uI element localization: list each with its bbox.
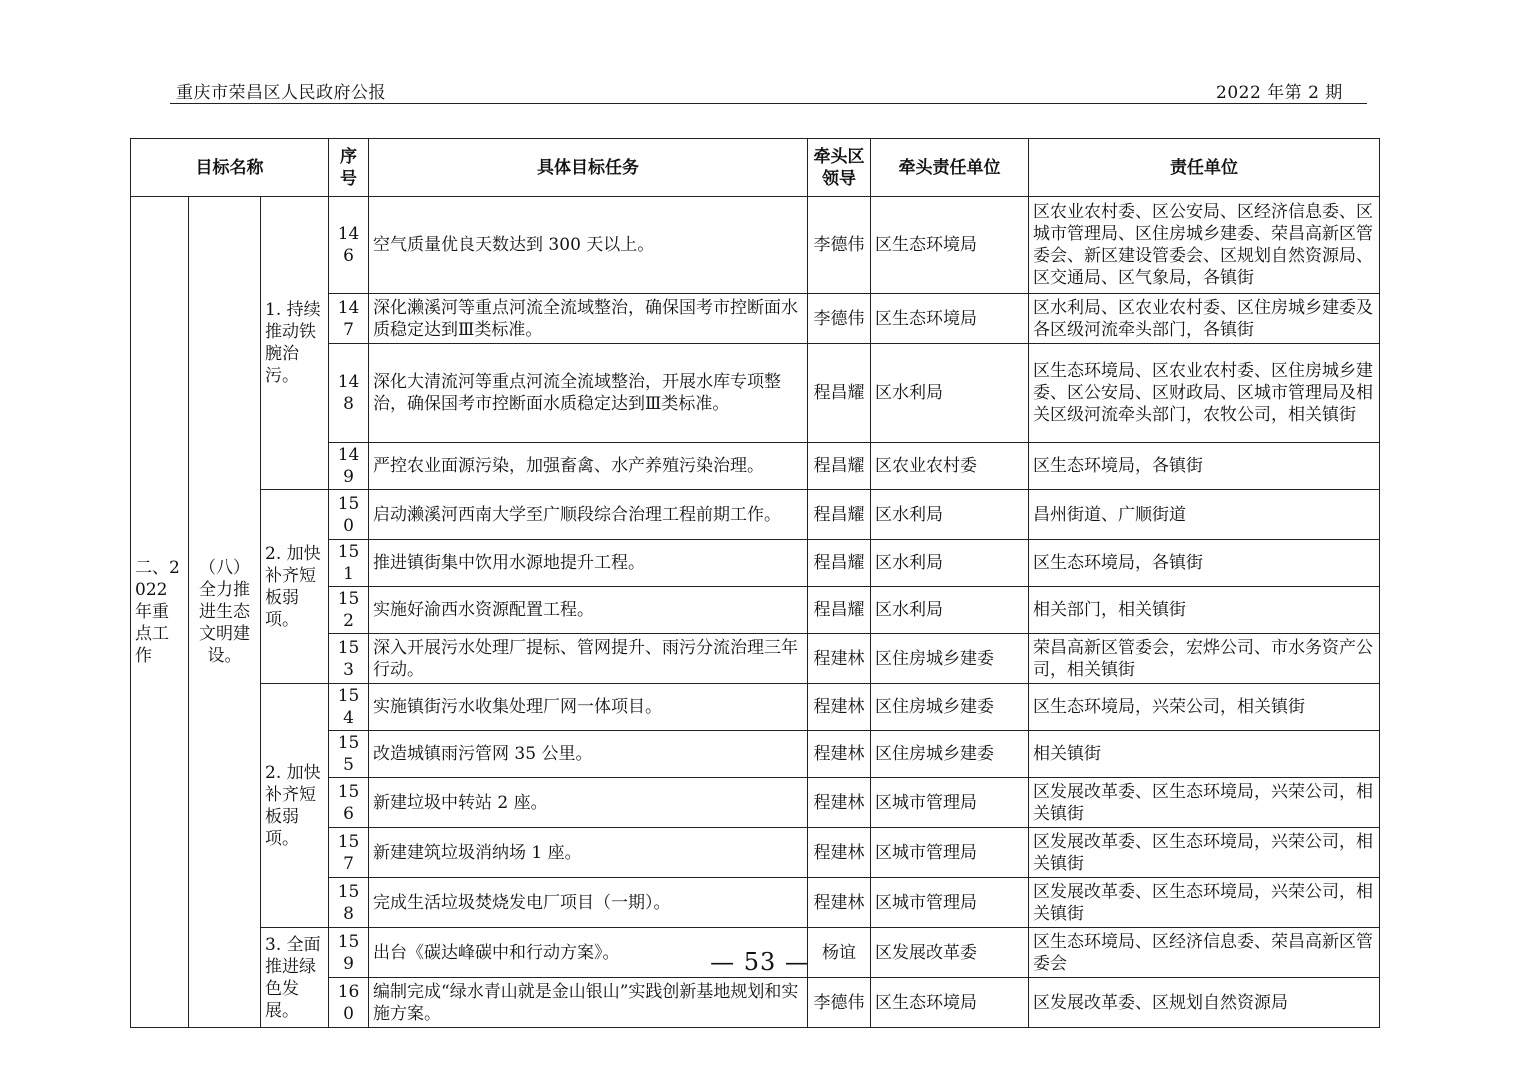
header-lead-unit: 牵头责任单位 bbox=[871, 139, 1029, 197]
leader-cell: 程昌耀 bbox=[808, 587, 871, 634]
leader-cell: 杨谊 bbox=[808, 928, 871, 978]
leader-cell: 程建林 bbox=[808, 828, 871, 878]
resp-unit-cell: 相关镇街 bbox=[1029, 731, 1380, 778]
header-seq: 序号 bbox=[329, 139, 369, 197]
group-cell-1: 1. 持续推动铁腕治污。 bbox=[261, 197, 329, 490]
task-cell: 启动濑溪河西南大学至广顺段综合治理工程前期工作。 bbox=[369, 490, 808, 540]
seq-cell: 152 bbox=[329, 587, 369, 634]
target-task-table bbox=[130, 138, 1380, 1028]
resp-unit-cell: 区发展改革委、区生态环境局，兴荣公司，相关镇街 bbox=[1029, 878, 1380, 928]
task-cell: 出台《碳达峰碳中和行动方案》。 bbox=[369, 928, 808, 978]
leader-cell: 李德伟 bbox=[808, 978, 871, 1028]
leader-cell: 程建林 bbox=[808, 634, 871, 684]
task-cell: 深化大清流河等重点河流全流域整治，开展水库专项整治，确保国考市控断面水质稳定达到Ⅲ类标准。 bbox=[369, 344, 808, 443]
header-leader: 牵头区领导 bbox=[808, 139, 871, 197]
resp-unit-cell: 区生态环境局、区农业农村委、区住房城乡建委、区公安局、区财政局、区城市管理局及相关区级河流牵头部门，农牧公司，相关镇街 bbox=[1029, 344, 1380, 443]
publication-title: 重庆市荣昌区人民政府公报 bbox=[176, 83, 386, 103]
seq-cell: 157 bbox=[329, 828, 369, 878]
lead-unit-cell: 区生态环境局 bbox=[871, 294, 1029, 344]
task-cell: 严控农业面源污染，加强畜禽、水产养殖污染治理。 bbox=[369, 443, 808, 490]
resp-unit-cell: 昌州街道、广顺街道 bbox=[1029, 490, 1380, 540]
level2-cell: （八）全力推进生态文明建设。 bbox=[189, 197, 261, 1028]
task-cell: 实施好渝西水资源配置工程。 bbox=[369, 587, 808, 634]
lead-unit-cell: 区水利局 bbox=[871, 344, 1029, 443]
leader-cell: 程昌耀 bbox=[808, 490, 871, 540]
seq-cell: 151 bbox=[329, 540, 369, 587]
lead-unit-cell: 区住房城乡建委 bbox=[871, 731, 1029, 778]
resp-unit-cell: 区发展改革委、区生态环境局，兴荣公司，相关镇街 bbox=[1029, 778, 1380, 828]
resp-unit-cell: 区生态环境局，兴荣公司，相关镇街 bbox=[1029, 684, 1380, 731]
resp-unit-cell: 区生态环境局，各镇街 bbox=[1029, 540, 1380, 587]
task-cell: 推进镇街集中饮用水源地提升工程。 bbox=[369, 540, 808, 587]
page-number: — 53 — bbox=[710, 948, 810, 976]
header-target-name: 目标名称 bbox=[131, 139, 329, 197]
task-cell: 改造城镇雨污管网 35 公里。 bbox=[369, 731, 808, 778]
lead-unit-cell: 区水利局 bbox=[871, 490, 1029, 540]
table-row bbox=[131, 490, 1380, 540]
lead-unit-cell: 区城市管理局 bbox=[871, 878, 1029, 928]
leader-cell: 程建林 bbox=[808, 778, 871, 828]
lead-unit-cell: 区农业农村委 bbox=[871, 443, 1029, 490]
issue-number: 2022 年第 2 期 bbox=[1216, 83, 1343, 103]
resp-unit-cell: 区水利局、区农业农村委、区住房城乡建委及各区级河流牵头部门，各镇街 bbox=[1029, 294, 1380, 344]
seq-cell: 148 bbox=[329, 344, 369, 443]
group-cell-2: 2. 加快补齐短板弱项。 bbox=[261, 490, 329, 684]
table-row bbox=[131, 197, 1380, 294]
task-cell: 完成生活垃圾焚烧发电厂项目（一期）。 bbox=[369, 878, 808, 928]
lead-unit-cell: 区城市管理局 bbox=[871, 828, 1029, 878]
seq-cell: 147 bbox=[329, 294, 369, 344]
lead-unit-cell: 区住房城乡建委 bbox=[871, 684, 1029, 731]
resp-unit-cell: 区农业农村委、区公安局、区经济信息委、区城市管理局、区住房城乡建委、荣昌高新区管委会、新区建设管委会、区规划自然资源局、区交通局、区气象局，各镇街 bbox=[1029, 197, 1380, 294]
lead-unit-cell: 区住房城乡建委 bbox=[871, 634, 1029, 684]
lead-unit-cell: 区水利局 bbox=[871, 540, 1029, 587]
seq-cell: 159 bbox=[329, 928, 369, 978]
group-cell-4: 3. 全面推进绿色发展。 bbox=[261, 928, 329, 1028]
lead-unit-cell: 区生态环境局 bbox=[871, 978, 1029, 1028]
resp-unit-cell: 区发展改革委、区生态环境局，兴荣公司，相关镇街 bbox=[1029, 828, 1380, 878]
resp-unit-cell: 区生态环境局，各镇街 bbox=[1029, 443, 1380, 490]
leader-cell: 程建林 bbox=[808, 731, 871, 778]
task-cell: 实施镇街污水收集处理厂网一体项目。 bbox=[369, 684, 808, 731]
lead-unit-cell: 区生态环境局 bbox=[871, 197, 1029, 294]
seq-cell: 160 bbox=[329, 978, 369, 1028]
task-cell: 新建建筑垃圾消纳场 1 座。 bbox=[369, 828, 808, 878]
task-cell: 深入开展污水处理厂提标、管网提升、雨污分流治理三年行动。 bbox=[369, 634, 808, 684]
leader-cell: 程昌耀 bbox=[808, 540, 871, 587]
lead-unit-cell: 区城市管理局 bbox=[871, 778, 1029, 828]
leader-cell: 程昌耀 bbox=[808, 344, 871, 443]
resp-unit-cell: 相关部门，相关镇街 bbox=[1029, 587, 1380, 634]
seq-cell: 150 bbox=[329, 490, 369, 540]
resp-unit-cell: 荣昌高新区管委会，宏烨公司、市水务资产公司，相关镇街 bbox=[1029, 634, 1380, 684]
level1-cell: 二、2022年重点工作 bbox=[131, 197, 189, 1028]
leader-cell: 李德伟 bbox=[808, 294, 871, 344]
lead-unit-cell: 区水利局 bbox=[871, 587, 1029, 634]
task-cell: 新建垃圾中转站 2 座。 bbox=[369, 778, 808, 828]
leader-cell: 李德伟 bbox=[808, 197, 871, 294]
table-row bbox=[131, 684, 1380, 731]
group-cell-3: 2. 加快补齐短板弱项。 bbox=[261, 684, 329, 928]
seq-cell: 146 bbox=[329, 197, 369, 294]
resp-unit-cell: 区生态环境局、区经济信息委、荣昌高新区管委会 bbox=[1029, 928, 1380, 978]
header-rule bbox=[170, 103, 1367, 104]
task-cell: 深化濑溪河等重点河流全流域整治，确保国考市控断面水质稳定达到Ⅲ类标准。 bbox=[369, 294, 808, 344]
lead-unit-cell: 区发展改革委 bbox=[871, 928, 1029, 978]
table-header-row bbox=[131, 139, 1380, 197]
header-task: 具体目标任务 bbox=[369, 139, 808, 197]
leader-cell: 程建林 bbox=[808, 684, 871, 731]
task-cell: 编制完成“绿水青山就是金山银山”实践创新基地规划和实施方案。 bbox=[369, 978, 808, 1028]
seq-cell: 156 bbox=[329, 778, 369, 828]
seq-cell: 149 bbox=[329, 443, 369, 490]
header-resp-unit: 责任单位 bbox=[1029, 139, 1380, 197]
seq-cell: 154 bbox=[329, 684, 369, 731]
seq-cell: 158 bbox=[329, 878, 369, 928]
seq-cell: 155 bbox=[329, 731, 369, 778]
leader-cell: 程昌耀 bbox=[808, 443, 871, 490]
resp-unit-cell: 区发展改革委、区规划自然资源局 bbox=[1029, 978, 1380, 1028]
task-cell: 空气质量优良天数达到 300 天以上。 bbox=[369, 197, 808, 294]
seq-cell: 153 bbox=[329, 634, 369, 684]
leader-cell: 程建林 bbox=[808, 878, 871, 928]
